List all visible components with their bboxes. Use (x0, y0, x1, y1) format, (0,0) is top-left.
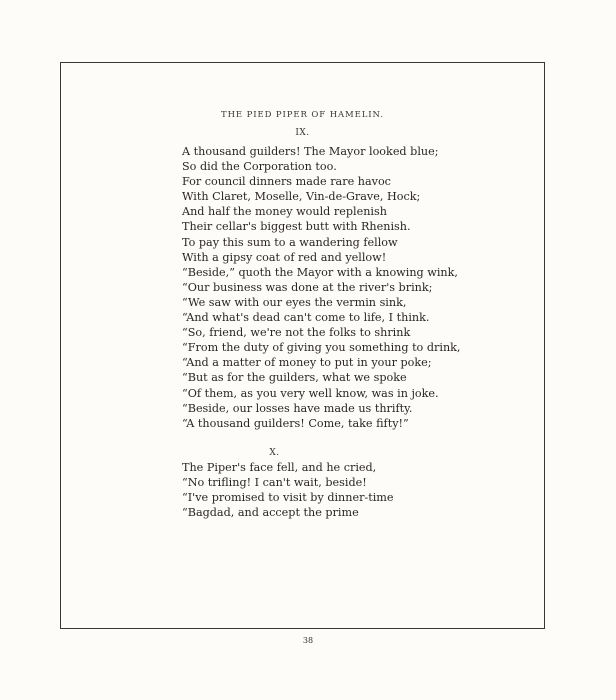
verse-line: To pay this sum to a wandering fellow (182, 235, 398, 249)
verse-line: So did the Corporation too. (182, 160, 337, 174)
verse-line: Their cellar's biggest butt with Rhenish. (182, 220, 411, 234)
stanza-x (182, 460, 394, 520)
page-number: 38 (302, 636, 314, 645)
verse-line: “And a matter of money to put in your poke; (182, 356, 432, 370)
verse-line: “I've promised to visit by dinner-time (182, 491, 394, 505)
section-number-ix: IX. (295, 128, 310, 138)
section-number-x: X. (269, 448, 280, 458)
verse-line: With a gipsy coat of red and yellow! (182, 250, 387, 264)
verse-line: “No trifling! I can't wait, beside! (182, 476, 367, 490)
verse-line: “We saw with our eyes the vermin sink, (182, 295, 407, 309)
stanza-ix (182, 144, 460, 431)
verse-line: “And what's dead can't come to life, I think. (182, 311, 430, 325)
verse-line: “So, friend, we're not the folks to shrink (182, 326, 411, 340)
verse-line: “A thousand guilders! Come, take fifty!” (182, 416, 409, 430)
verse-line: “From the duty of giving you something to drink, (182, 341, 461, 355)
running-head: THE PIED PIPER OF HAMELIN. (221, 110, 384, 120)
verse-line: “Bagdad, and accept the prime (182, 506, 359, 520)
verse-line: With Claret, Moselle, Vin-de-Grave, Hock; (182, 190, 421, 204)
verse-line: “Beside, our losses have made us thrifty. (182, 401, 413, 415)
verse-line: And half the money would replenish (182, 205, 387, 219)
verse-line: “Of them, as you very well know, was in joke. (182, 386, 439, 400)
verse-line: “But as for the guilders, what we spoke (182, 371, 407, 385)
verse-line: The Piper's face fell, and he cried, (182, 461, 377, 474)
verse-line: “Our business was done at the river's brink; (182, 280, 433, 294)
verse-line: For council dinners made rare havoc (182, 175, 391, 189)
verse-line: A thousand guilders! The Mayor looked blue; (182, 145, 439, 158)
verse-line: “Beside,” quoth the Mayor with a knowing wink, (182, 265, 458, 279)
